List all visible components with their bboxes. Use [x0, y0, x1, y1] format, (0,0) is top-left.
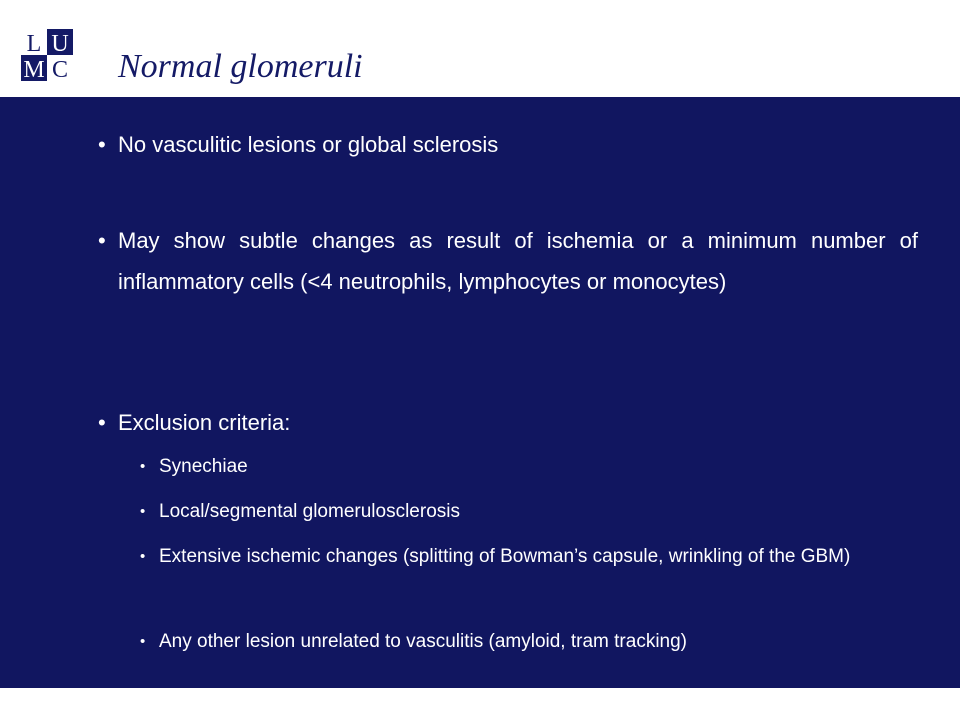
subbullet-other-lesion: • Any other lesion unrelated to vasculitis (amyloid, tram tracking) [159, 627, 899, 657]
logo-letter-u: U [51, 31, 69, 57]
bullet-no-lesions: • No vasculitic lesions or global sclerosis [118, 124, 918, 165]
lumc-logo [21, 29, 73, 81]
logo-letter-l: L [26, 31, 42, 57]
subbullet-synechiae: • Synechiae [159, 452, 899, 482]
lumc-logo-mark [21, 29, 73, 81]
logo-letter-m: M [23, 57, 45, 81]
subbullet-segmental-sclerosis: • Local/segmental glomerulosclerosis [159, 497, 899, 527]
subbullet-ischemic-changes: • Extensive ischemic changes (splitting of Bowman’s capsule, wrinkling of the GBM) [159, 542, 899, 572]
bullet-exclusion-criteria: • Exclusion criteria: [118, 402, 918, 443]
bullet-subtle-changes: • May show subtle changes as result of ischemia or a minimum number of inflammatory cells (<4 neutrophils, lymphocytes or monocytes) [118, 220, 918, 302]
content-panel [0, 97, 960, 688]
bottom-strip [0, 688, 960, 720]
logo-letter-c: C [51, 57, 69, 81]
slide-title: Normal glomeruli [118, 48, 363, 85]
